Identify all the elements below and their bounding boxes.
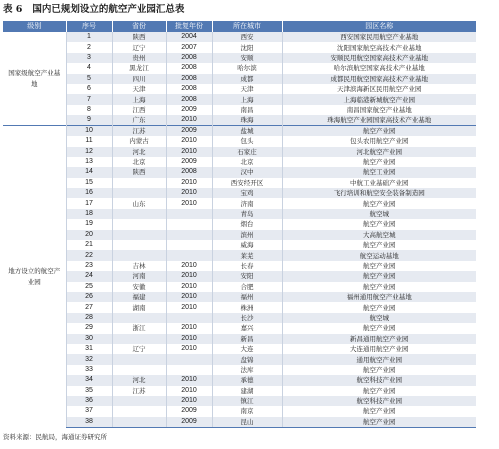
park-cell: 新昌通用航空产业园 [282,334,476,344]
table-header-row [3,21,476,32]
province-cell [112,230,166,240]
province-cell [112,178,166,188]
park-cell: 福州通用航空产业基地 [282,292,476,302]
year-cell: 2009 [166,126,212,137]
city-cell: 承德 [212,375,282,385]
no-cell: 35 [66,386,112,396]
no-cell: 1 [66,32,112,42]
no-cell: 22 [66,250,112,260]
park-cell: 安顺民用航空国家高技术产业基地 [282,53,476,63]
year-cell: 2010 [166,198,212,208]
park-cell: 西安国家民用航空产业基地 [282,32,476,42]
year-cell [166,240,212,250]
park-cell: 航空产业园 [282,240,476,250]
level-cell: 国家级航空产业基地 [3,32,66,126]
header-province: 省份 [112,21,166,32]
city-cell: 西安 [212,32,282,42]
table-row [3,157,476,167]
city-cell: 大连 [212,344,282,354]
city-cell: 成都 [212,74,282,84]
park-cell: 上海临港新城航空产业园 [282,94,476,104]
table-row [3,105,476,115]
park-cell: 航空产业园 [282,271,476,281]
year-cell: 2010 [166,115,212,126]
city-cell: 石家庄 [212,147,282,157]
no-cell: 33 [66,365,112,375]
table-row [3,230,476,240]
year-cell: 2010 [166,375,212,385]
table-row [3,53,476,63]
year-cell: 2010 [166,271,212,281]
table-row [3,178,476,188]
park-cell: 中航工业基础产业园 [282,178,476,188]
province-cell: 江西 [112,105,166,115]
province-cell: 河北 [112,147,166,157]
province-cell: 浙江 [112,323,166,333]
no-cell: 2 [66,42,112,52]
table-body [3,32,476,427]
province-cell: 江苏 [112,386,166,396]
year-cell: 2010 [166,334,212,344]
park-cell: 航空产业园 [282,323,476,333]
no-cell: 29 [66,323,112,333]
year-cell: 2009 [166,417,212,428]
city-cell: 北京 [212,157,282,167]
table-row [3,417,476,428]
table-row [3,240,476,250]
table-row [3,126,476,137]
year-cell [166,219,212,229]
no-cell: 19 [66,219,112,229]
city-cell: 西安经开区 [212,178,282,188]
city-cell: 天津 [212,84,282,94]
table-row [3,334,476,344]
province-cell [112,240,166,250]
table-row [3,406,476,416]
city-cell: 长春 [212,261,282,271]
province-cell: 山东 [112,198,166,208]
city-cell: 包头 [212,136,282,146]
table-row [3,292,476,302]
table-caption: 国内已规划设立的航空产业园汇总表 [32,4,185,15]
province-cell [112,334,166,344]
city-cell: 青岛 [212,209,282,219]
park-cell: 航空产业园 [282,157,476,167]
year-cell: 2010 [166,302,212,312]
no-cell: 10 [66,126,112,137]
city-cell: 威海 [212,240,282,250]
no-cell: 38 [66,417,112,428]
park-cell: 航空产业园 [282,406,476,416]
table-row [3,302,476,312]
no-cell: 30 [66,334,112,344]
year-cell [166,209,212,219]
no-cell: 23 [66,261,112,271]
park-cell: 航空科技产业园 [282,375,476,385]
park-cell: 南昌国家航空产业基地 [282,105,476,115]
no-cell: 36 [66,396,112,406]
table-row [3,375,476,385]
city-cell: 嘉兴 [212,323,282,333]
table-row [3,198,476,208]
table-row [3,396,476,406]
province-cell: 河北 [112,375,166,385]
no-cell: 7 [66,94,112,104]
table-row [3,188,476,198]
city-cell: 建湖 [212,386,282,396]
city-cell: 安顺 [212,53,282,63]
year-cell: 2008 [166,94,212,104]
park-cell: 珠海航空产业园国家高技术产业基地 [282,115,476,126]
header-no: 序号 [66,21,112,32]
city-cell: 株洲 [212,302,282,312]
year-cell: 2010 [166,344,212,354]
year-cell [166,354,212,364]
year-cell: 2008 [166,53,212,63]
city-cell: 烟台 [212,219,282,229]
no-cell: 27 [66,302,112,312]
city-cell: 南京 [212,406,282,416]
province-cell: 黑龙江 [112,63,166,73]
park-cell: 成都民用航空国家高技术产业基地 [282,74,476,84]
province-cell: 辽宁 [112,42,166,52]
park-cell: 航空工业园 [282,167,476,177]
province-cell: 四川 [112,74,166,84]
city-cell: 汉中 [212,167,282,177]
city-cell: 福州 [212,292,282,302]
header-year: 批复年份 [166,21,212,32]
no-cell: 8 [66,105,112,115]
park-cell: 航空城 [282,313,476,323]
no-cell: 34 [66,375,112,385]
park-cell: 航空产业园 [282,126,476,137]
park-cell: 航空产业园 [282,219,476,229]
park-cell: 航空产业园 [282,386,476,396]
city-cell: 新昌 [212,334,282,344]
table-row [3,147,476,157]
park-cell: 航空产业园 [282,365,476,375]
table-row [3,354,476,364]
table-row [3,74,476,84]
province-cell [112,250,166,260]
table-title [3,3,184,17]
province-cell [112,354,166,364]
year-cell: 2010 [166,292,212,302]
province-cell [112,219,166,229]
year-cell: 2009 [166,105,212,115]
header-park: 园区名称 [282,21,476,32]
table-row [3,219,476,229]
table-row [3,250,476,260]
no-cell: 11 [66,136,112,146]
city-cell: 上海 [212,94,282,104]
table-number: 表 6 [3,4,23,15]
table-row [3,136,476,146]
table-row [3,84,476,94]
province-cell: 福建 [112,292,166,302]
city-cell: 南昌 [212,105,282,115]
table-row [3,313,476,323]
table-row [3,323,476,333]
province-cell: 贵州 [112,53,166,63]
park-cell: 飞行培训和航空安全装备制造园 [282,188,476,198]
table-row [3,32,476,42]
province-cell: 安徽 [112,282,166,292]
province-cell: 湖南 [112,302,166,312]
header-level: 级别 [3,21,66,32]
year-cell [166,365,212,375]
year-cell: 2010 [166,188,212,198]
no-cell: 18 [66,209,112,219]
park-cell: 大高航空城 [282,230,476,240]
province-cell: 河南 [112,271,166,281]
province-cell [112,209,166,219]
no-cell: 14 [66,167,112,177]
no-cell: 6 [66,84,112,94]
year-cell: 2009 [166,157,212,167]
table-row [3,282,476,292]
city-cell: 长沙 [212,313,282,323]
province-cell: 吉林 [112,261,166,271]
level-cell: 地方设立的航空产业园 [3,126,66,428]
city-cell: 镇江 [212,396,282,406]
no-cell: 24 [66,271,112,281]
province-cell [112,406,166,416]
city-cell: 盐城 [212,126,282,137]
year-cell [166,230,212,240]
no-cell: 16 [66,188,112,198]
province-cell: 陕西 [112,167,166,177]
no-cell: 25 [66,282,112,292]
park-cell: 大连通用航空产业园 [282,344,476,354]
year-cell [166,313,212,323]
park-cell: 哈尔滨航空国家高技术产业基地 [282,63,476,73]
no-cell: 9 [66,115,112,126]
no-cell: 4 [66,63,112,73]
park-cell: 航空城 [282,209,476,219]
park-cell: 航空产业园 [282,261,476,271]
park-cell: 航空产业园 [282,282,476,292]
city-cell: 安阳 [212,271,282,281]
year-cell: 2010 [166,178,212,188]
province-cell [112,396,166,406]
province-cell: 辽宁 [112,344,166,354]
table-row [3,115,476,126]
city-cell: 哈尔滨 [212,63,282,73]
year-cell: 2010 [166,396,212,406]
table-row [3,94,476,104]
table-row [3,386,476,396]
province-cell [112,417,166,428]
table-row [3,167,476,177]
year-cell: 2010 [166,136,212,146]
province-cell [112,313,166,323]
province-cell: 北京 [112,157,166,167]
aviation-park-table [3,21,476,428]
year-cell: 2010 [166,282,212,292]
table-row [3,271,476,281]
park-cell: 航空产业园 [282,417,476,428]
city-cell: 合肥 [212,282,282,292]
header-city: 所在城市 [212,21,282,32]
city-cell: 莱芜 [212,250,282,260]
table-row [3,344,476,354]
city-cell: 昆山 [212,417,282,428]
park-cell: 天津滨海新区民用航空产业园 [282,84,476,94]
park-cell: 航空运动基地 [282,250,476,260]
park-cell: 航空产业园 [282,302,476,312]
no-cell: 37 [66,406,112,416]
park-cell: 包头农用航空产业园 [282,136,476,146]
province-cell: 陕西 [112,32,166,42]
source-note: 资料来源：民航局，海通证券研究所 [3,433,107,441]
table-row [3,63,476,73]
no-cell: 5 [66,74,112,84]
year-cell: 2007 [166,42,212,52]
city-cell: 济南 [212,198,282,208]
year-cell: 2010 [166,323,212,333]
table-row [3,209,476,219]
year-cell: 2008 [166,167,212,177]
no-cell: 21 [66,240,112,250]
province-cell: 上海 [112,94,166,104]
year-cell: 2004 [166,32,212,42]
city-cell: 宝鸡 [212,188,282,198]
park-cell: 河北航空产业园 [282,147,476,157]
table-row [3,42,476,52]
no-cell: 3 [66,53,112,63]
no-cell: 20 [66,230,112,240]
table-row [3,261,476,271]
year-cell: 2010 [166,386,212,396]
park-cell: 航空科技产业园 [282,396,476,406]
province-cell: 内蒙古 [112,136,166,146]
table-row [3,365,476,375]
year-cell [166,250,212,260]
park-cell: 通用航空产业园 [282,354,476,364]
year-cell: 2008 [166,84,212,94]
park-cell: 航空产业园 [282,198,476,208]
no-cell: 15 [66,178,112,188]
year-cell: 2010 [166,261,212,271]
province-cell [112,188,166,198]
no-cell: 13 [66,157,112,167]
city-cell: 沈阳 [212,42,282,52]
province-cell: 广东 [112,115,166,126]
city-cell: 滨州 [212,230,282,240]
year-cell: 2008 [166,74,212,84]
city-cell: 法库 [212,365,282,375]
year-cell: 2009 [166,406,212,416]
no-cell: 31 [66,344,112,354]
park-cell: 沈阳国家航空高技术产业基地 [282,42,476,52]
no-cell: 32 [66,354,112,364]
no-cell: 17 [66,198,112,208]
province-cell [112,365,166,375]
no-cell: 28 [66,313,112,323]
no-cell: 12 [66,147,112,157]
city-cell: 珠海 [212,115,282,126]
province-cell: 江苏 [112,126,166,137]
province-cell: 天津 [112,84,166,94]
no-cell: 26 [66,292,112,302]
city-cell: 盘锦 [212,354,282,364]
year-cell: 2010 [166,147,212,157]
year-cell: 2008 [166,63,212,73]
